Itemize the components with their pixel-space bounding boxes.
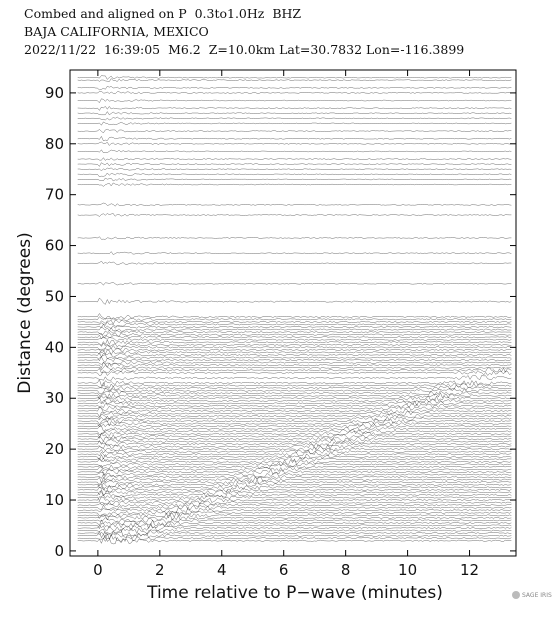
- sage-logo-icon: [512, 591, 520, 599]
- header-line-3: 2022/11/22 16:39:05 M6.2 Z=10.0km Lat=30.7832 Lon=-116.3899: [24, 42, 465, 57]
- trace-58: [78, 391, 512, 396]
- trace-66: [78, 365, 512, 370]
- trace-10: [78, 512, 512, 518]
- y-tick-label-20: 20: [44, 440, 64, 459]
- y-tick-label-0: 0: [54, 541, 64, 560]
- trace-95: [78, 178, 512, 181]
- trace-78: [78, 335, 512, 339]
- trace-89: [78, 261, 512, 265]
- trace-90: [78, 252, 512, 255]
- trace-75: [78, 343, 512, 347]
- trace-65: [78, 368, 512, 373]
- trace-102: [78, 136, 512, 140]
- trace-103: [78, 129, 512, 133]
- trace-91: [78, 237, 512, 240]
- trace-20: [78, 487, 512, 493]
- trace-101: [78, 142, 512, 146]
- trace-92: [78, 214, 512, 217]
- trace-109: [78, 91, 512, 94]
- header-line-1: Combed and aligned on P 0.3to1.0Hz BHZ: [24, 6, 302, 21]
- y-tick-label-70: 70: [44, 185, 64, 204]
- trace-112: [78, 76, 512, 80]
- y-tick-label-50: 50: [44, 287, 64, 306]
- trace-39: [78, 439, 512, 444]
- y-tick-label-30: 30: [44, 389, 64, 408]
- header-line-2: BAJA CALIFORNIA, MEXICO: [24, 24, 209, 39]
- y-tick-label-80: 80: [44, 134, 64, 153]
- trace-24: [78, 477, 512, 483]
- x-tick-label-10: 10: [398, 561, 418, 579]
- seismogram-traces: [78, 76, 512, 544]
- y-tick-label-40: 40: [44, 338, 64, 357]
- sage-logo-text: SAGE IRIS: [522, 591, 552, 599]
- trace-94: [78, 183, 512, 187]
- y-tick-label-60: 60: [44, 236, 64, 255]
- plot-frame: [70, 70, 516, 556]
- y-tick-label-90: 90: [44, 83, 64, 102]
- trace-27: [78, 469, 512, 475]
- trace-106: [78, 112, 512, 115]
- trace-96: [78, 173, 512, 177]
- x-axis-label: Time relative to P−wave (minutes): [147, 583, 443, 603]
- trace-71: [78, 353, 512, 358]
- trace-31: [78, 459, 512, 465]
- trace-19: [78, 490, 512, 496]
- trace-93: [78, 203, 512, 206]
- x-tick-label-0: 0: [93, 561, 103, 579]
- trace-14: [78, 502, 512, 507]
- trace-107: [78, 106, 512, 110]
- trace-62: [78, 380, 512, 386]
- y-axis-label: Distance (degrees): [15, 232, 35, 394]
- x-tick-label-4: 4: [216, 561, 227, 579]
- trace-15: [78, 501, 512, 505]
- trace-104: [78, 122, 512, 125]
- x-tick-label-8: 8: [340, 561, 351, 579]
- x-tick-label-2: 2: [155, 561, 165, 579]
- trace-111: [78, 79, 512, 82]
- trace-44: [78, 426, 512, 431]
- trace-6: [78, 523, 512, 529]
- trace-108: [78, 99, 512, 103]
- trace-87: [78, 298, 512, 304]
- trace-45: [78, 423, 512, 429]
- x-tick-label-12: 12: [459, 561, 480, 579]
- trace-54: [78, 401, 512, 406]
- trace-5: [78, 525, 512, 531]
- trace-105: [78, 117, 512, 120]
- trace-88: [78, 282, 512, 285]
- trace-77: [78, 337, 512, 341]
- trace-72: [78, 350, 512, 355]
- trace-51: [78, 408, 512, 414]
- trace-97: [78, 168, 512, 171]
- trace-82: [78, 324, 512, 329]
- trace-49: [78, 414, 512, 419]
- trace-50: [78, 411, 512, 417]
- trace-98: [78, 163, 512, 167]
- x-tick-label-6: 6: [278, 561, 289, 579]
- trace-63: [78, 375, 512, 380]
- y-tick-label-10: 10: [44, 491, 64, 510]
- sage-logo: [512, 591, 552, 599]
- trace-100: [78, 150, 512, 153]
- trace-41: [78, 434, 512, 440]
- trace-110: [78, 86, 512, 90]
- trace-99: [78, 158, 512, 161]
- trace-64: [78, 371, 512, 376]
